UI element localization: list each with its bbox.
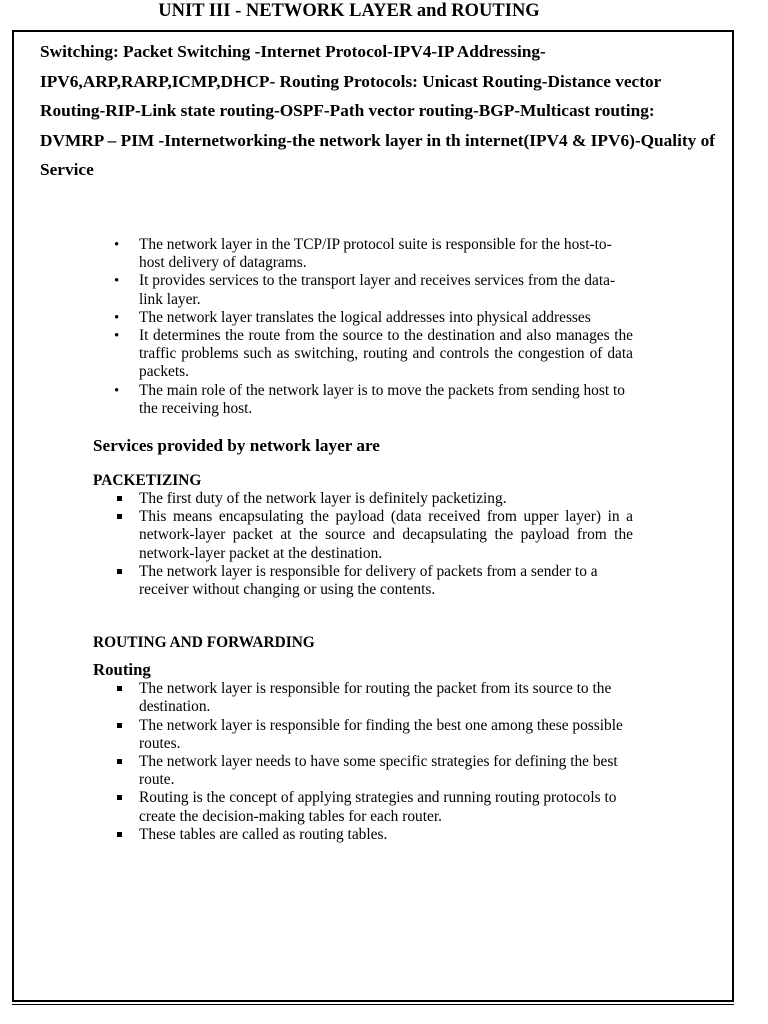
syllabus-topics: Switching: Packet Switching -Internet Protocol-IPV4-IP Addressing- IPV6,ARP,RARP,ICMP,DHCP- Routing Protocols: Unicast Routing-Distance vector Routing-RIP-Link state routing-OSPF-Path vector routing-BGP-Multicast routing: DVMRP – PIM -Internetworking-the network layer in th internet(IPV4 & IPV6)-Quality of Service: [40, 42, 715, 179]
intro-bullet: • It determines the route from the source to the destination and also manages the traffic problems such as switching, routing and controls the congestion of data packets.: [93, 327, 633, 382]
packetizing-bullet: This means encapsulating the payload (data received from upper layer) in a network-layer packet at the source and decapsulating the payload from the network-layer packet at the destination.: [93, 508, 633, 563]
routing-bullet-list: [93, 680, 633, 844]
routing-bullet: The network layer needs to have some specific strategies for defining the best route.: [93, 753, 633, 789]
packetizing-heading: PACKETIZING: [93, 472, 202, 490]
routing-bullet: The network layer is responsible for finding the best one among these possible routes.: [93, 717, 633, 753]
routing-forwarding-heading: ROUTING AND FORWARDING: [93, 634, 315, 652]
packetizing-bullet: The first duty of the network layer is definitely packetizing.: [93, 490, 633, 508]
main-content: [93, 236, 633, 844]
intro-bullet-list: [93, 236, 633, 418]
services-heading: Services provided by network layer are: [93, 436, 380, 456]
routing-heading: Routing: [93, 660, 151, 680]
intro-bullet: • The main role of the network layer is to move the packets from sending host to the receiving host.: [93, 382, 633, 418]
page-border-bottom-rule: [12, 1004, 734, 1005]
routing-bullet: Routing is the concept of applying strategies and running routing protocols to create the decision-making tables for each router.: [93, 789, 633, 825]
page-title: UNIT III - NETWORK LAYER and ROUTING: [158, 1, 540, 21]
routing-bullet: These tables are called as routing tables.: [93, 826, 633, 844]
intro-bullet: • It provides services to the transport layer and receives services from the data- link layer.: [93, 272, 633, 308]
packetizing-bullet: The network layer is responsible for delivery of packets from a sender to a receiver without changing or using the contents.: [93, 563, 633, 599]
intro-bullet: • The network layer translates the logical addresses into physical addresses: [93, 309, 633, 327]
intro-bullet: • The network layer in the TCP/IP protocol suite is responsible for the host-to- host delivery of datagrams.: [93, 236, 633, 272]
packetizing-bullet-list: [93, 490, 633, 599]
routing-bullet: The network layer is responsible for routing the packet from its source to the destination.: [93, 680, 633, 716]
